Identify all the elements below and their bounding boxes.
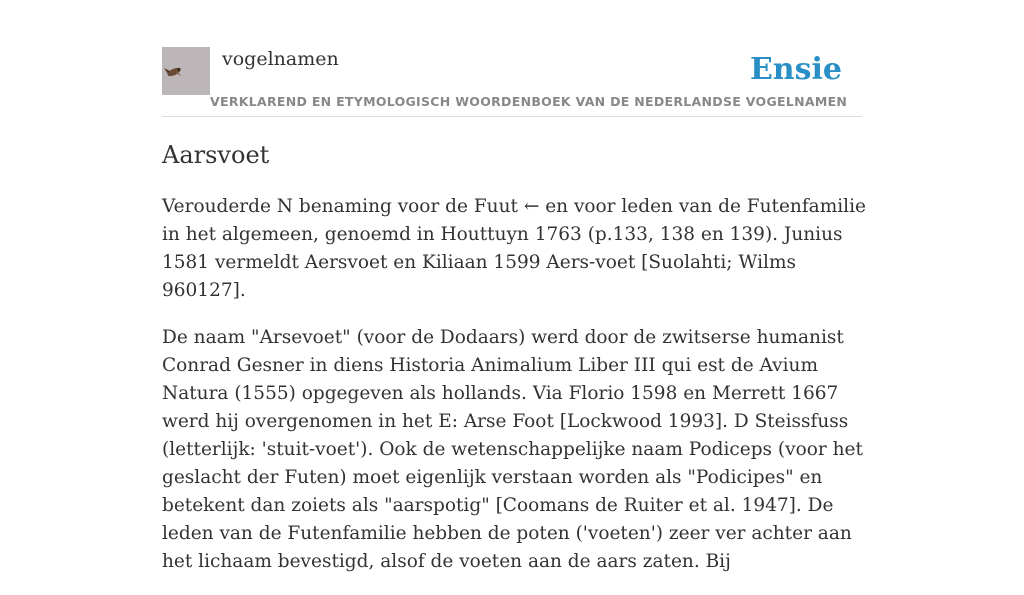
avatar[interactable] [162, 47, 210, 95]
entry-paragraph: De naam "Arsevoet" (voor de Dodaars) werd door de zwitserse humanist Conrad Gesner in diens Historia Animalium Liber III qui est de Avium Natura (1555) opgegeven als hollands. Via Florio 1598 en Merrett 1667 werd hij overgenomen in het E: Arse Foot [Lockwood 1993]. D Steissfuss (letterlijk: 'stuit-voet'). Ook de wetenschappelijke naam Podiceps (voor het geslacht der Futen) moet eigenlijk verstaan worden als "Podicipes" en betekent dan zoiets als "aarspotig" [Coomans de Ruiter et al. 1947]. De leden van de Futenfamilie hebben de poten ('voeten') zeer ver achter aan het lichaam bevestigd, alsof de voeten aan de aars zaten. Bij [162, 327, 863, 572]
site-name[interactable]: vogelnamen [222, 48, 339, 70]
site-subtitle: VERKLAREND EN ETYMOLOGISCH WOORDENBOEK VAN DE NEDERLANDSE VOGELNAMEN [210, 94, 848, 109]
site-header [162, 46, 862, 117]
bird-photo-icon [162, 47, 210, 95]
entry-content [162, 138, 868, 595]
entry-title: Aarsvoet [162, 141, 270, 169]
entry-paragraph: Verouderde N benaming voor de Fuut ← en voor leden van de Futenfamilie in het algemeen, genoemd in Houttuyn 1763 (p.133, 138 en 139). Junius 1581 vermeldt Aersvoet en Kiliaan 1599 Aers-voet [Suolahti; Wilms 960127]. [162, 196, 866, 301]
brand-logo[interactable]: Ensie [749, 52, 842, 87]
